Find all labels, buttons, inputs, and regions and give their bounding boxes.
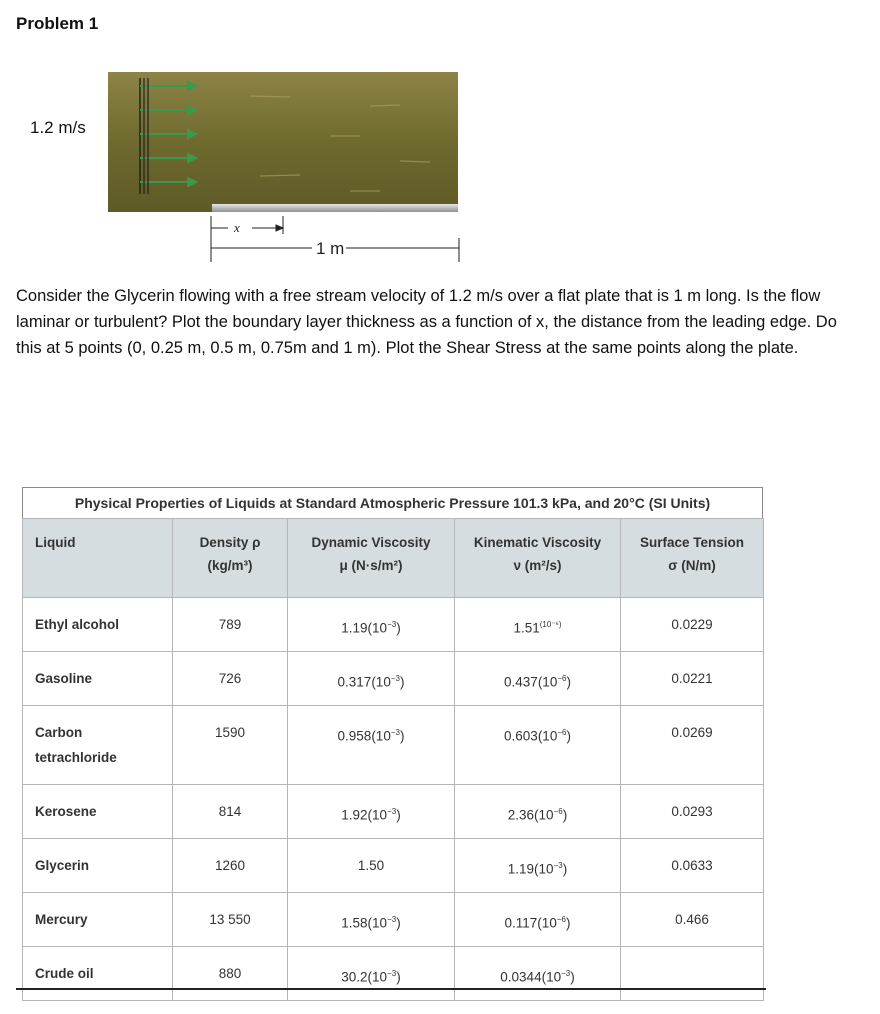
table-row [23,947,764,1001]
kin-close: ) [570,969,575,985]
cell-kinematic-viscosity [455,839,621,893]
problem-statement: Consider the Glycerin flowing with a free stream velocity of 1.2 m/s over a flat plate that is 1 m long. Is the flow laminar or turbulent? Plot the boundary layer thickness as a function of x, the distance from the leading edge. Do this at 5 points (0, 0.25 m, 0.5 m, 0.75m and 1 m). Plot the Shear Stress at the same points along the plate. [16,287,837,357]
problem-title: Problem 1 [16,14,99,33]
dyn-base: 0.958(10 [337,728,391,744]
table-row [23,652,764,706]
header-kinematic-name: Kinematic Viscosity [473,535,602,550]
kin-base: 1.51 [513,620,540,636]
dyn-base: 1.19(10 [341,620,388,636]
table-header-row [23,519,764,598]
cell-dynamic-viscosity: $0.317(10^{-3})$ [288,652,455,706]
cell-dynamic-viscosity: 1.50 [288,839,455,893]
cell-surface-tension: 0.0229 [621,598,764,652]
liquid-line-1: Carbon [35,725,83,740]
dyn-exp: −3 [387,620,397,629]
dyn-base: 0.317(10 [337,674,391,690]
cell-density: 880 [173,947,288,1001]
cell-kinematic-viscosity [455,785,621,839]
header-dynamic-viscosity [288,519,455,598]
cell-surface-tension: 0.0221 [621,652,764,706]
cell-liquid: Glycerin [23,839,173,893]
kin-exp: −3 [561,969,571,978]
cell-kinematic-viscosity [455,706,621,785]
cell-density: 1260 [173,839,288,893]
header-surface-tension [621,519,764,598]
header-kinematic-unit: ν (m²/s) [513,558,562,573]
velocity-label: 1.2 m/s [30,118,86,137]
cell-dynamic-viscosity: $1.19(10^{-3})$ [288,598,455,652]
dyn-exp: −3 [387,807,397,816]
cell-surface-tension [621,947,764,1001]
flat-plate [212,204,458,212]
liquid-properties-table [22,487,763,1001]
kin-close: ) [566,674,571,690]
dyn-exp: −3 [387,915,397,924]
header-density-unit: (kg/m³) [207,558,253,573]
cell-density: 726 [173,652,288,706]
kin-exp: −6 [557,674,567,683]
header-surface-unit: σ (N/m) [668,558,716,573]
cell-density: 1590 [173,706,288,785]
kin-exp: −6 [553,807,563,816]
cell-kinematic-viscosity [455,598,621,652]
kin-base: 1.19(10 [507,861,554,877]
cell-kinematic-viscosity [455,893,621,947]
glycerin-fluid [108,72,458,212]
kin-exp: (10⁻⁶) [539,620,562,629]
kin-exp: −6 [556,915,566,924]
bottom-divider [16,988,766,990]
kin-base: 0.603(10 [504,728,558,744]
cell-dynamic-viscosity: $1.92(10^{-3})$ [288,785,455,839]
kin-exp: −6 [557,728,567,737]
cell-surface-tension: 0.466 [621,893,764,947]
dyn-base: 1.92(10 [341,807,388,823]
table-row [23,706,764,785]
x-dimension-label: x [234,220,240,235]
cell-liquid: Mercury [23,893,173,947]
dyn-exp: −3 [387,969,397,978]
header-density [173,519,288,598]
cell-liquid [23,706,173,785]
kin-close: ) [565,915,571,931]
liquid-line-2: tetrachloride [35,750,117,765]
header-kinematic-viscosity [455,519,621,598]
cell-surface-tension: 0.0293 [621,785,764,839]
cell-dynamic-viscosity: $1.58(10^{-3})$ [288,893,455,947]
dyn-base: 1.58(10 [341,915,388,931]
cell-surface-tension: 0.0633 [621,839,764,893]
cell-density: 814 [173,785,288,839]
table-row [23,785,764,839]
header-dynamic-name: Dynamic Viscosity [311,535,431,550]
header-dynamic-unit: μ (N·s/m²) [339,558,403,573]
cell-density: 13 550 [173,893,288,947]
kin-close: ) [566,728,571,744]
table-row [23,839,764,893]
kin-base: 0.437(10 [504,674,558,690]
header-liquid: Liquid [23,519,173,598]
kin-exp: −3 [553,861,563,870]
table-caption: Physical Properties of Liquids at Standard Atmospheric Pressure 101.3 kPa, and 20°C (SI Units) [22,487,763,518]
kin-close: ) [562,807,568,823]
table-row [23,598,764,652]
dyn-base: 30.2(10 [341,969,388,985]
cell-liquid: Gasoline [23,652,173,706]
table-row [23,893,764,947]
dyn-exp: −3 [390,728,400,737]
cell-liquid: Kerosene [23,785,173,839]
kin-close: ) [562,861,568,877]
header-surface-name: Surface Tension [639,535,745,550]
cell-liquid: Ethyl alcohol [23,598,173,652]
flow-over-plate-figure [100,66,470,266]
cell-dynamic-viscosity: $30.2(10^{-3})$ [288,947,455,1001]
plate-length-label: 1 m [316,239,345,258]
cell-kinematic-viscosity [455,947,621,1001]
kin-base: 2.36(10 [507,807,554,823]
cell-density: 789 [173,598,288,652]
header-density-name: Density ρ [199,535,261,550]
cell-surface-tension: 0.0269 [621,706,764,785]
cell-liquid: Crude oil [23,947,173,1001]
dyn-exp: −3 [390,674,400,683]
kin-base: 0.0344(10 [500,969,562,985]
cell-kinematic-viscosity [455,652,621,706]
cell-dynamic-viscosity: $0.958(10^{-3})$ [288,706,455,785]
kin-base: 0.117(10 [504,915,557,931]
